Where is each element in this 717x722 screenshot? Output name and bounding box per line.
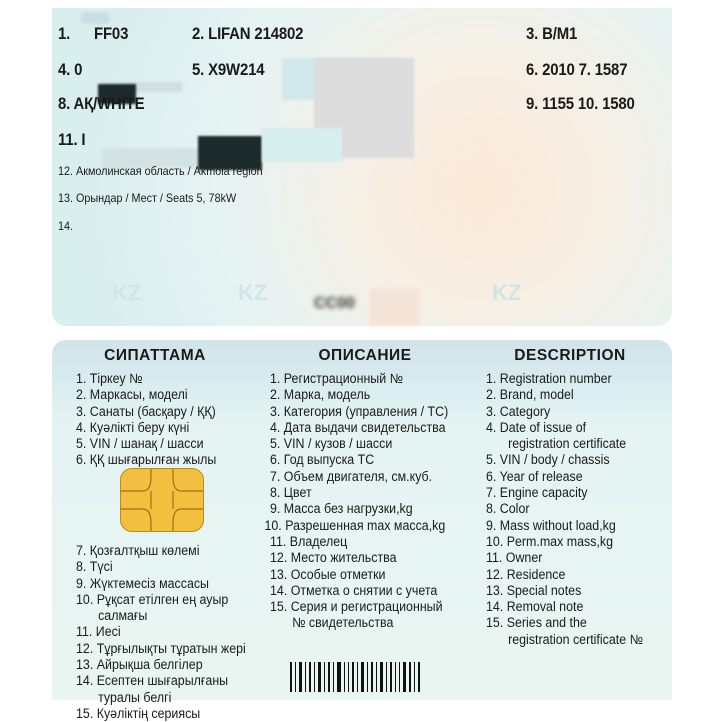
- barcode-bar: [395, 662, 396, 692]
- list-item: 2. Марка, модель: [270, 387, 371, 403]
- list-item: 1. Тіркеу №: [76, 371, 143, 386]
- barcode-bar: [290, 662, 292, 692]
- list-item: registration certificate №: [508, 631, 643, 647]
- barcode-bar: [337, 662, 341, 692]
- list-item: 14. Removal note: [486, 599, 584, 615]
- header-english: DESCRIPTION: [514, 347, 626, 364]
- english-list: [486, 371, 643, 648]
- field-8: 8. AҚ/WHITE: [58, 94, 145, 113]
- barcode-bar: [305, 662, 306, 692]
- list-item: 4. Куәлікті беру күні: [76, 419, 190, 435]
- list-item: № свидетельства: [292, 615, 394, 631]
- list-item: 7. Қозғалтқыш көлемі: [76, 543, 200, 558]
- list-item: 5. VIN / body / chassis: [486, 452, 610, 468]
- list-item: 2. Brand, model: [486, 387, 574, 403]
- list-item: 10. Perm.max mass,kg: [486, 533, 614, 549]
- barcode-bar: [409, 662, 411, 692]
- barcode-bar: [348, 662, 349, 692]
- list-item: 14. Есептен шығарылғаны: [76, 673, 229, 689]
- list-item: салмағы: [98, 608, 148, 624]
- field-14: 14.: [58, 219, 74, 233]
- watermark: KZ: [238, 280, 268, 305]
- list-item: 4. Дата выдачи свидетельства: [270, 419, 446, 435]
- barcode-bar: [324, 662, 325, 692]
- list-item: 15. Куәліктің сериясы: [76, 705, 201, 721]
- list-item: 2. Маркасы, моделі: [76, 387, 188, 403]
- field-11: 11. I: [58, 130, 86, 149]
- kazakh-list-bottom: [76, 543, 246, 722]
- header-kazakh: СИПАТТАМА: [104, 347, 206, 364]
- list-item: 7. Объем двигателя, см.куб.: [270, 468, 433, 484]
- barcode-bar: [357, 662, 358, 692]
- list-item: 5. VIN / кузов / шасси: [270, 436, 393, 452]
- field-1: 1. FF03: [58, 24, 129, 43]
- list-item: 11. Owner: [486, 550, 543, 566]
- barcode-bar: [403, 662, 406, 692]
- list-item: 5. VIN / шанақ / шасси: [76, 436, 204, 452]
- barcode-bar: [333, 662, 334, 692]
- list-item: 12. Тұрғылықты тұратын жері: [76, 640, 246, 656]
- list-item: 12. Место жительства: [270, 550, 397, 566]
- list-item: 14. Отметка о снятии с учета: [270, 582, 438, 598]
- barcode-bar: [386, 662, 387, 692]
- list-item: 11. Владелец: [270, 533, 348, 549]
- field-6-7: 6. 2010 7. 1587: [526, 60, 628, 79]
- list-item: 3. Категория (управления / ТС): [270, 403, 449, 419]
- watermark: KZ: [492, 280, 522, 305]
- barcode-bar: [414, 662, 415, 692]
- list-item: 13. Особые отметки: [270, 566, 386, 582]
- barcode-bar: [352, 662, 354, 692]
- chip-icon: [120, 468, 204, 532]
- list-item: 10. Рұқсат етілген ең ауыр: [76, 591, 229, 607]
- list-item: 3. Category: [486, 403, 551, 419]
- barcode-bar: [344, 662, 345, 692]
- list-item: 8. Цвет: [270, 485, 312, 501]
- redaction: [370, 288, 420, 326]
- field-3: 3. B/M1: [526, 24, 578, 43]
- barcode-bar: [418, 662, 420, 692]
- barcode-bar: [371, 662, 373, 692]
- serial-number: CC00: [314, 295, 355, 312]
- list-item: 6. Год выпуска ТС: [270, 452, 375, 468]
- barcode: [290, 662, 420, 692]
- barcode-bar: [328, 662, 330, 692]
- redaction: [262, 128, 342, 162]
- barcode-bar: [314, 662, 315, 692]
- barcode-bar: [367, 662, 368, 692]
- list-item: registration certificate: [508, 436, 627, 452]
- field-12: 12. Акмолинская область / Akmola region: [58, 164, 263, 178]
- list-item: 7. Engine capacity: [486, 485, 588, 501]
- field-9-10: 9. 1155 10. 1580: [526, 94, 635, 113]
- watermark: KZ: [112, 280, 142, 305]
- field-5: 5. X9W214: [192, 60, 265, 79]
- list-item: 9. Жүктемесіз массасы: [76, 575, 209, 591]
- list-item: туралы белгі: [98, 689, 172, 705]
- list-item: 1. Registration number: [486, 371, 612, 386]
- list-item: 9. Масса без нагрузки,kg: [270, 501, 413, 517]
- redaction: [80, 12, 110, 24]
- list-item: 1. Регистрационный №: [270, 371, 403, 386]
- list-item: 15. Серия и регистрационный: [270, 599, 443, 615]
- barcode-bar: [361, 662, 364, 692]
- list-item: 6. ҚҚ шығарылған жылы: [76, 452, 217, 468]
- barcode-bar: [309, 662, 311, 692]
- barcode-bar: [295, 662, 296, 692]
- list-item: 15. Series and the: [486, 615, 587, 631]
- list-item: 9. Mass without load,kg: [486, 517, 616, 533]
- barcode-bar: [376, 662, 377, 692]
- barcode-bar: [399, 662, 400, 692]
- russian-list: [264, 371, 449, 632]
- list-item: 8. Color: [486, 501, 530, 517]
- list-item: 8. Түсі: [76, 559, 113, 575]
- field-2: 2. LIFAN 214802: [192, 24, 304, 43]
- barcode-bar: [390, 662, 392, 692]
- list-item: 11. Иесі: [76, 624, 121, 640]
- list-item: 3. Санаты (басқару / ҚҚ): [76, 403, 216, 419]
- list-item: 12. Residence: [486, 566, 566, 582]
- certificate-back: [52, 340, 672, 721]
- list-item: 10. Разрешенная max масса,kg: [264, 517, 446, 533]
- certificate-front: [52, 8, 672, 326]
- barcode-bar: [318, 662, 321, 692]
- field-13: 13. Орындар / Мест / Seats 5, 78kW: [58, 191, 237, 205]
- header-russian: ОПИСАНИЕ: [318, 347, 412, 364]
- list-item: 13. Айрықша белгілер: [76, 657, 203, 673]
- list-item: 4. Date of issue of: [486, 419, 587, 435]
- list-item: 6. Year of release: [486, 468, 583, 484]
- barcode-bar: [380, 662, 383, 692]
- kazakh-list-top: [76, 371, 216, 469]
- barcode-bar: [299, 662, 302, 692]
- list-item: 13. Special notes: [486, 582, 582, 598]
- field-4: 4. 0: [58, 60, 83, 79]
